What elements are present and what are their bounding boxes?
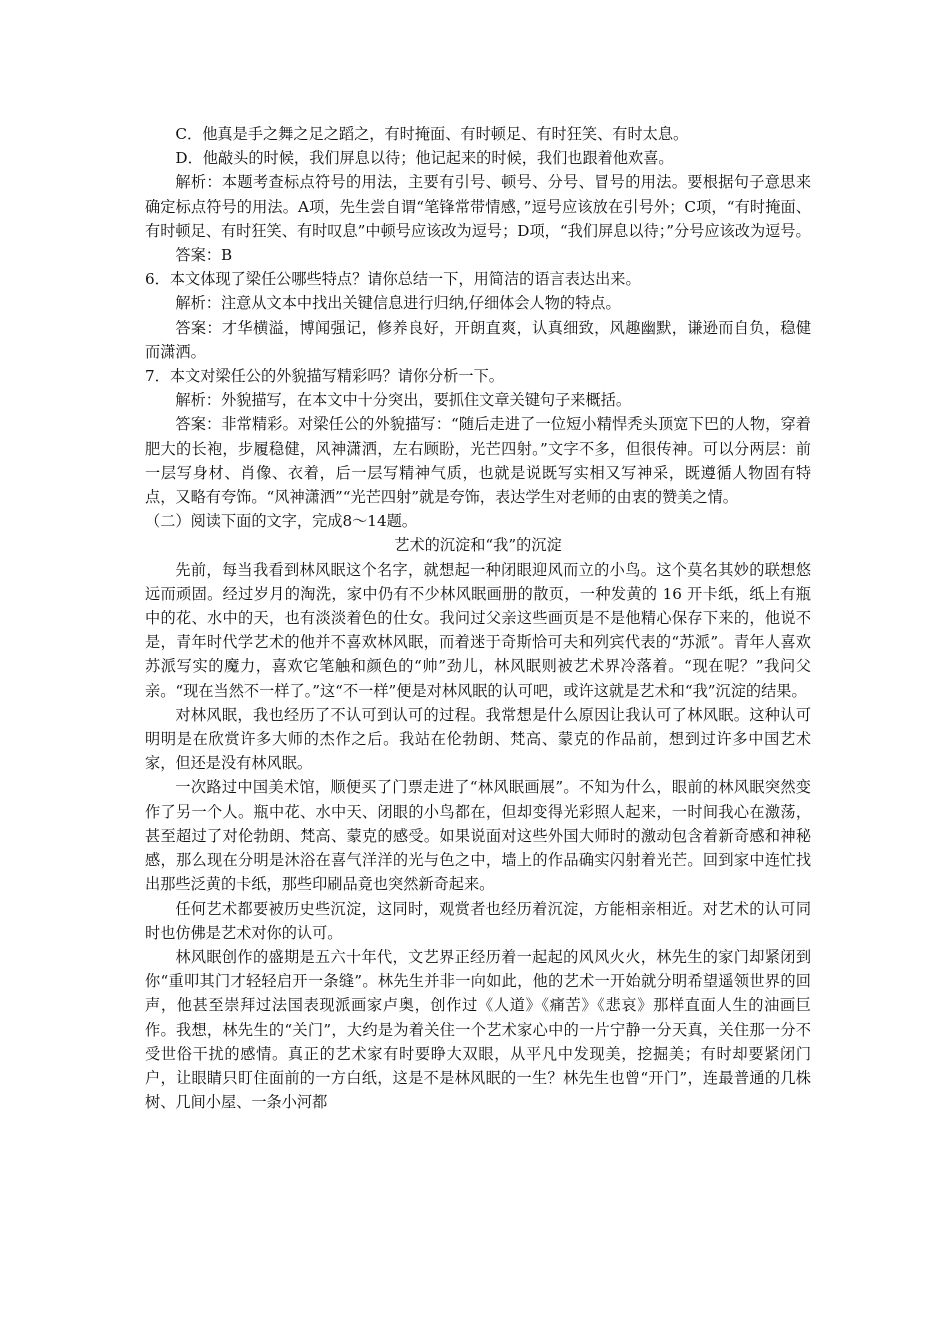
paragraph: 答案：才华横溢，博闻强记，修养良好，开朗直爽，认真细致，风趣幽默，谦逊而自负，稳健而潇洒。 (145, 318, 811, 361)
paragraph: C．他真是手之舞之足之蹈之，有时掩面、有时顿足、有时狂笑、有时太息。 (175, 125, 689, 143)
paragraph: 解析：注意从文本中找出关键信息进行归纳,仔细体会人物的特点。 (175, 294, 621, 313)
paragraph: （二）阅读下面的文字，完成8～14题。 (145, 512, 417, 531)
paragraph: 6．本文体现了梁任公哪些特点？请你总结一下，用简洁的语言表达出来。 (145, 270, 641, 289)
paragraph: 答案：非常精彩。对梁任公的外貌描写：“随后走进了一位短小精悍秃头顶宽下巴的人物，穿着肥大的长袍，步履稳健，风神潇洒，左右顾盼，光芒四射。”文字不多，但很传神。可以分两层：前一层写身材、肖像、衣着，后一层写精神气质，也就是说既写实相又写神采，既遵循人物固有特点，又略有夸饰。“风神潇洒”“光芒四射”就是夸饰，表达学生对老师的由衷的赞美之情。 (145, 415, 811, 507)
paragraph: 先前，每当我看到林风眠这个名字，就想起一种闭眼迎风而立的小鸟。这个莫名其妙的联想悠远而顽固。经过岁月的淘洗，家中仍有不少林风眠画册的散页，一种发黄的 16 开卡纸，纸上有瓶中的花、水中的天，也有淡淡着色的仕女。我问过父亲这些画页是不是他精心保存下来的，他说不是，青年时代学艺术的他并不喜欢林风眠，而着迷于奇斯恰可夫和列宾代表的“苏派”。青年人喜欢苏派写实的魔力，喜欢它笔触和颜色的“帅”劲儿，林风眠则被艺术界冷落着。“现在呢？”我问父亲。“现在当然不一样了。”这“不一样”便是对林风眠的认可吧，或许这就是艺术和“我”沉淀的结果。 (145, 560, 811, 700)
paragraph: 对林风眠，我也经历了不认可到认可的过程。我常想是什么原因让我认可了林风眠。这种认可明明是在欣赏许多大师的杰作之后。我站在伦勃朗、梵高、蒙克的作品前，想到过许多中国艺术家，但还是没有林风眠。 (145, 705, 811, 773)
paragraph: 一次路过中国美术馆，顺便买了门票走进了“林风眠画展”。不知为什么，眼前的林风眠突然变作了另一个人。瓶中花、水中天、闭眼的小鸟都在，但却变得光彩照人起来，一时间我心在激荡，甚至超过了对伦勃朗、梵高、蒙克的感受。如果说面对这些外国大师时的激动包含着新奇感和神秘感，那么现在分明是沐浴在喜气洋洋的光与色之中，墙上的作品确实闪射着光芒。回到家中连忙找出那些泛黄的卡纸，那些印刷品竟也突然新奇起来。 (145, 778, 811, 894)
paragraph: 答案：B (175, 246, 233, 265)
document-page (145, 122, 811, 1114)
paragraph: 7．本文对梁任公的外貌描写精彩吗？请你分析一下。 (145, 367, 504, 386)
paragraph: 解析：本题考查标点符号的用法，主要有引号、顿号、分号、冒号的用法。要根据句子意思来确定标点符号的用法。A项，先生尝自谓“笔锋常带情感，”逗号应该放在引号外；C项，“有时掩面、有时顿足、有时狂笑、有时叹息”中顿号应该改为逗号；D项，“我们屏息以待；”分号应该改为逗号。 (145, 173, 811, 240)
paragraph: 林风眠创作的盛期是五六十年代，文艺界正经历着一起起的风风火火，林先生的家门却紧闭到你“重叩其门才轻轻启开一条缝”。林先生并非一向如此，他的艺术一开始就分明希望遥领世界的回声，他甚至崇拜过法国表现派画家卢奥，创作过《人道》《痛苦》《悲哀》那样直面人生的油画巨作。我想，林先生的“关门”，大约是为着关住一个艺术家心中的一片宁静一分天真，关住那一分不受世俗干扰的感情。真正的艺术家有时要睁大双眼，从平凡中发现美，挖掘美；有时却要紧闭门户，让眼睛只盯住面前的一方白纸，这是不是林风眠的一生？林先生也曾“开门”，连最普通的几株树、几间小屋、一条小河都 (145, 947, 811, 1112)
paragraph: 任何艺术都要被历史些沉淀，这同时，观赏者也经历着沉淀，方能相亲相近。对艺术的认可同时也仿佛是艺术对你的认可。 (145, 899, 811, 942)
paragraph: D．他敲头的时候，我们屏息以待；他记起来的时候，我们也跟着他欢喜。 (175, 149, 674, 168)
article-title: 艺术的沉淀和“我”的沉淀 (394, 536, 562, 555)
paragraph: 解析：外貌描写，在本文中十分突出，要抓住文章关键句子来概括。 (175, 391, 632, 410)
